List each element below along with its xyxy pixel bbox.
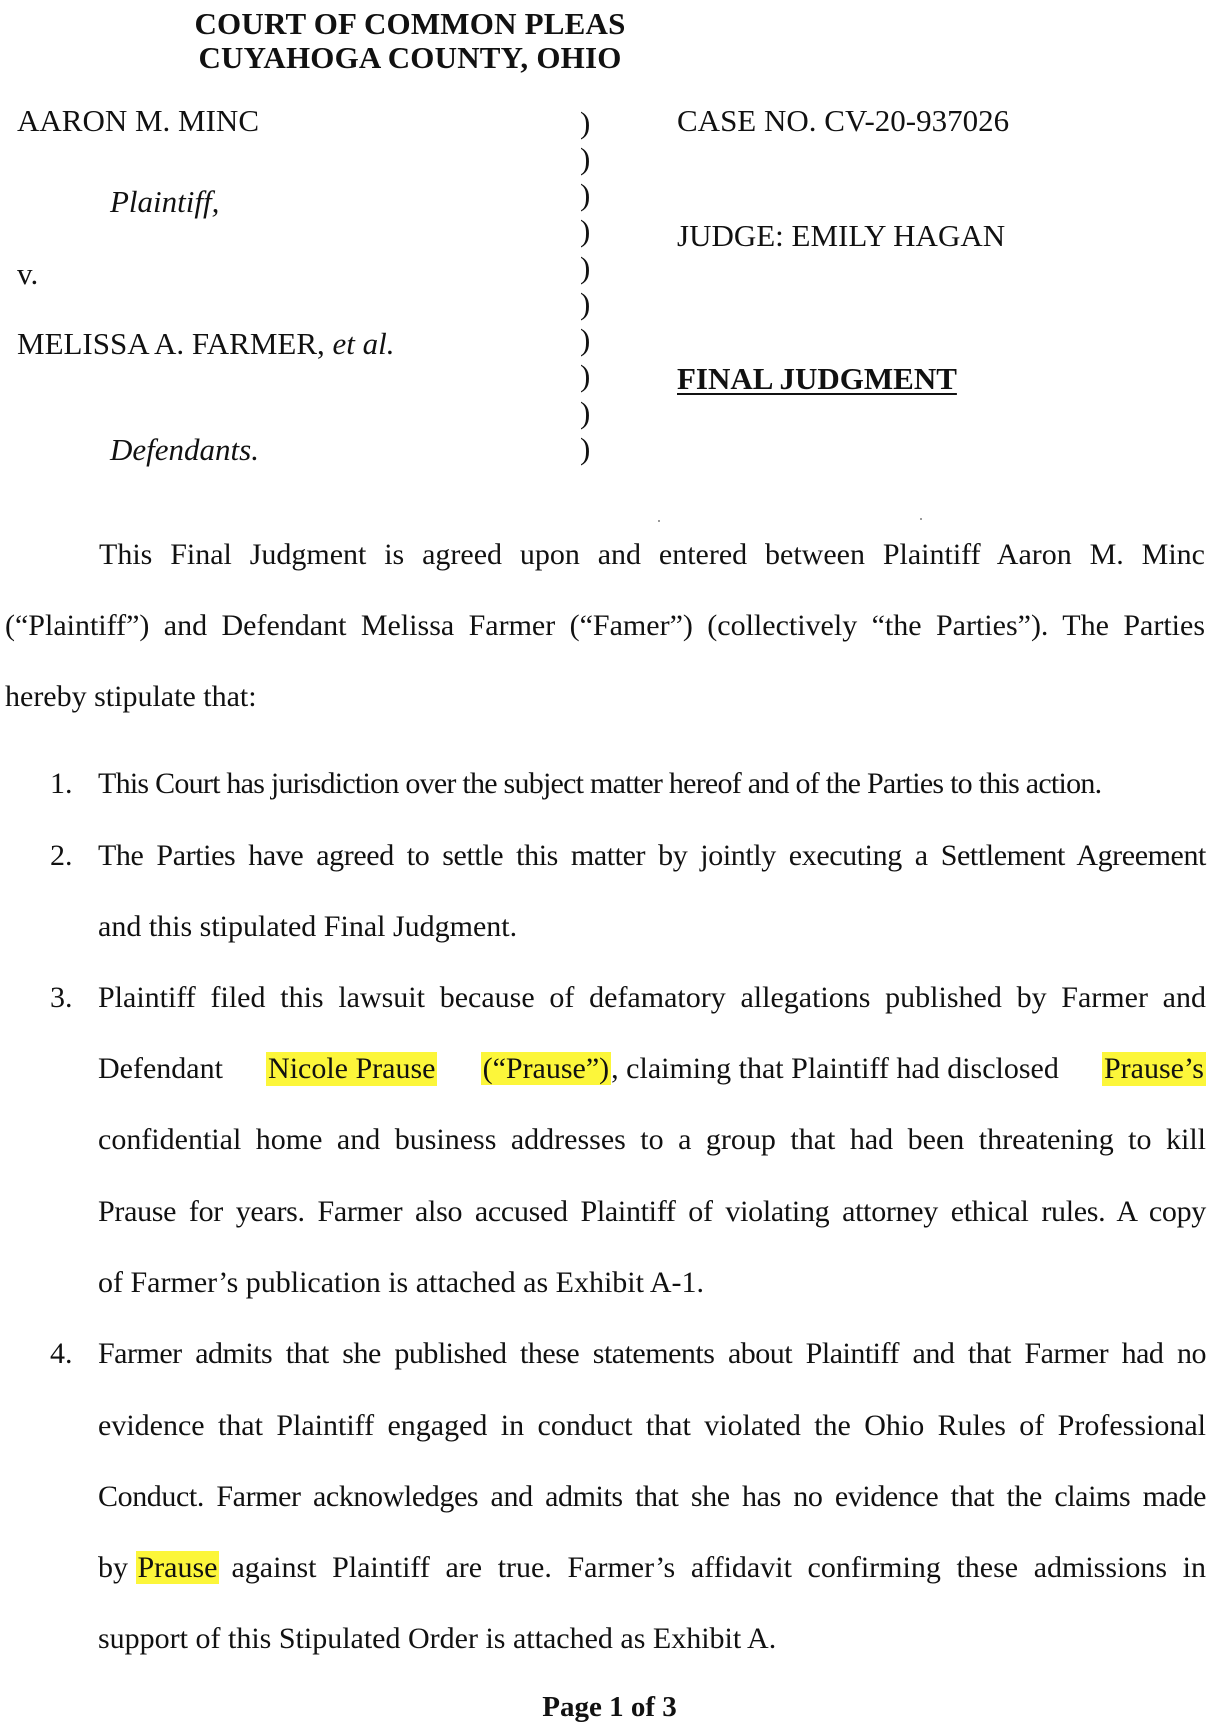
- item-number: 4.: [50, 1337, 73, 1370]
- county-name: CUYAHOGA COUNTY, OHIO: [198, 40, 622, 75]
- intro-line: hereby stipulate that:: [5, 680, 257, 713]
- caption-paren: ): [580, 141, 591, 176]
- defendant-etal: et al.: [332, 326, 395, 361]
- plaintiff-role: Plaintiff,: [110, 184, 220, 219]
- intro-line: (“Plaintiff”) and Defendant Melissa Farmer (“Famer”) (collectively “the Parties”). The Parties: [5, 609, 1205, 642]
- caption-paren: ): [580, 358, 591, 393]
- item-line: [98, 1052, 1206, 1086]
- item-line: Plaintiff filed this lawsuit because of defamatory allegations published by Farmer and: [98, 981, 1206, 1014]
- item-line: evidence that Plaintiff engaged in conduct that violated the Ohio Rules of Professional: [98, 1409, 1206, 1442]
- highlighted-text: Prause’s: [1103, 1052, 1204, 1085]
- item-text-group: [481, 1052, 1059, 1086]
- caption-paren: ): [580, 250, 591, 285]
- item-line: [98, 1551, 1206, 1585]
- item-number: 3.: [50, 981, 73, 1014]
- item-text: against Plaintiff are true. Farmer’s affidavit confirming these admissions in: [231, 1551, 1206, 1584]
- item-line: Prause for years. Farmer also accused Plaintiff of violating attorney ethical rules. A copy: [98, 1195, 1206, 1228]
- intro-line: This Final Judgment is agreed upon and entered between Plaintiff Aaron M. Minc: [99, 538, 1205, 571]
- caption-paren: ): [580, 395, 591, 430]
- caption-paren: ): [580, 213, 591, 248]
- item-text: by: [98, 1551, 128, 1584]
- defendant-name: MELISSA A. FARMER,: [17, 326, 325, 361]
- item-line: The Parties have agreed to settle this matter by jointly executing a Settlement Agreement: [98, 839, 1206, 872]
- page-number: Page 1 of 3: [542, 1691, 677, 1723]
- caption-paren: ): [580, 322, 591, 357]
- document-title: FINAL JUDGMENT: [677, 361, 957, 396]
- item-line: confidential home and business addresses to a group that had been threatening to kill: [98, 1123, 1206, 1156]
- scan-speck: [920, 518, 922, 520]
- item-line: Farmer admits that she published these statements about Plaintiff and that Farmer had no: [98, 1337, 1206, 1370]
- highlighted-text: (“Prause”): [482, 1052, 610, 1085]
- item-text-group: [98, 1551, 219, 1585]
- caption-paren: ): [580, 431, 591, 466]
- item-text: Defendant: [98, 1052, 223, 1085]
- case-number: CASE NO. CV-20-937026: [677, 103, 1010, 138]
- highlighted-text: Nicole Prause: [268, 1052, 436, 1085]
- defendant-caption: [17, 326, 395, 362]
- versus: v.: [17, 256, 39, 291]
- highlighted-text: Prause: [137, 1551, 218, 1584]
- item-line: Conduct. Farmer acknowledges and admits that she has no evidence that the claims made: [98, 1480, 1206, 1513]
- caption-paren: ): [580, 105, 591, 140]
- item-line: of Farmer’s publication is attached as Exhibit A-1.: [98, 1266, 704, 1299]
- court-name: COURT OF COMMON PLEAS: [194, 6, 626, 41]
- item-number: 1.: [50, 767, 73, 800]
- item-line: support of this Stipulated Order is attached as Exhibit A.: [98, 1622, 777, 1655]
- scan-speck: [658, 520, 660, 522]
- item-line: and this stipulated Final Judgment.: [98, 910, 518, 943]
- item-line: This Court has jurisdiction over the subject matter hereof and of the Parties to this action.: [98, 767, 1102, 800]
- caption-paren: ): [580, 177, 591, 212]
- caption-paren: ): [580, 286, 591, 321]
- judge-name: JUDGE: EMILY HAGAN: [677, 218, 1006, 253]
- item-number: 2.: [50, 839, 73, 872]
- defendant-role: Defendants.: [110, 432, 259, 467]
- item-text: , claiming that Plaintiff had disclosed: [611, 1052, 1059, 1085]
- plaintiff-name: AARON M. MINC: [17, 103, 259, 138]
